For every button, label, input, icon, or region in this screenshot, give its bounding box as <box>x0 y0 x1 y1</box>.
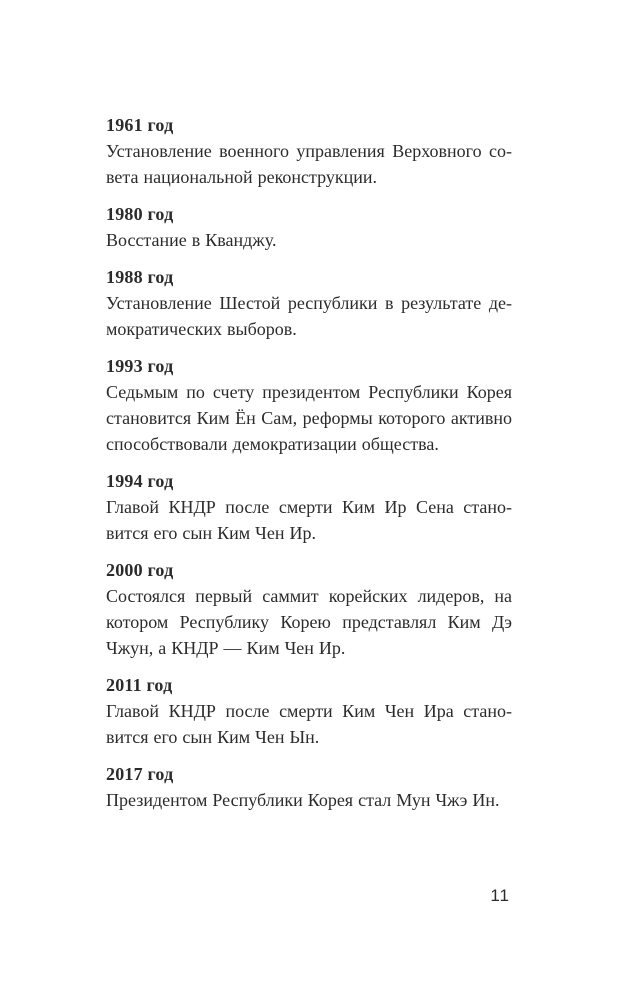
entry-text: Состоялся первый саммит корейских лидеров, на котором Республику Корею представлял Ким Дэ Чжун, а КНДР — Ким Чен Ир. <box>106 586 512 658</box>
entry-year: 1993 год <box>106 356 174 376</box>
entry-year: 1961 год <box>106 115 174 135</box>
entry-text: Установление военного управления Верховного совета национальной реконструкции. <box>106 141 512 187</box>
entry-year: 1980 год <box>106 204 174 224</box>
timeline-entry <box>106 264 512 342</box>
timeline-entry <box>106 672 512 750</box>
entry-text: Главой КНДР после смерти Ким Чен Ира становится его сын Ким Чен Ын. <box>106 701 512 747</box>
timeline-entry <box>106 557 512 661</box>
timeline-entry <box>106 112 512 190</box>
page-number: 11 <box>490 886 510 905</box>
timeline-entry <box>106 201 512 253</box>
entry-year: 1988 год <box>106 267 174 287</box>
entry-year: 2017 год <box>106 764 174 784</box>
entry-text: Восстание в Кванджу. <box>106 230 277 250</box>
entry-year: 1994 год <box>106 471 174 491</box>
timeline <box>106 112 512 824</box>
entry-year: 2000 год <box>106 560 174 580</box>
timeline-entry <box>106 761 512 813</box>
entry-text: Установление Шестой республики в результате демократических выборов. <box>106 293 512 339</box>
entry-year: 2011 год <box>106 675 173 695</box>
timeline-entry <box>106 353 512 457</box>
entry-text: Главой КНДР после смерти Ким Ир Сена становится его сын Ким Чен Ир. <box>106 497 512 543</box>
entry-text: Президентом Республики Корея стал Мун Чжэ Ин. <box>106 790 500 810</box>
entry-text: Седьмым по счету президентом Республики Корея становится Ким Ён Сам, реформы которого активно способствовали демократизации общества. <box>106 382 512 454</box>
timeline-entry <box>106 468 512 546</box>
